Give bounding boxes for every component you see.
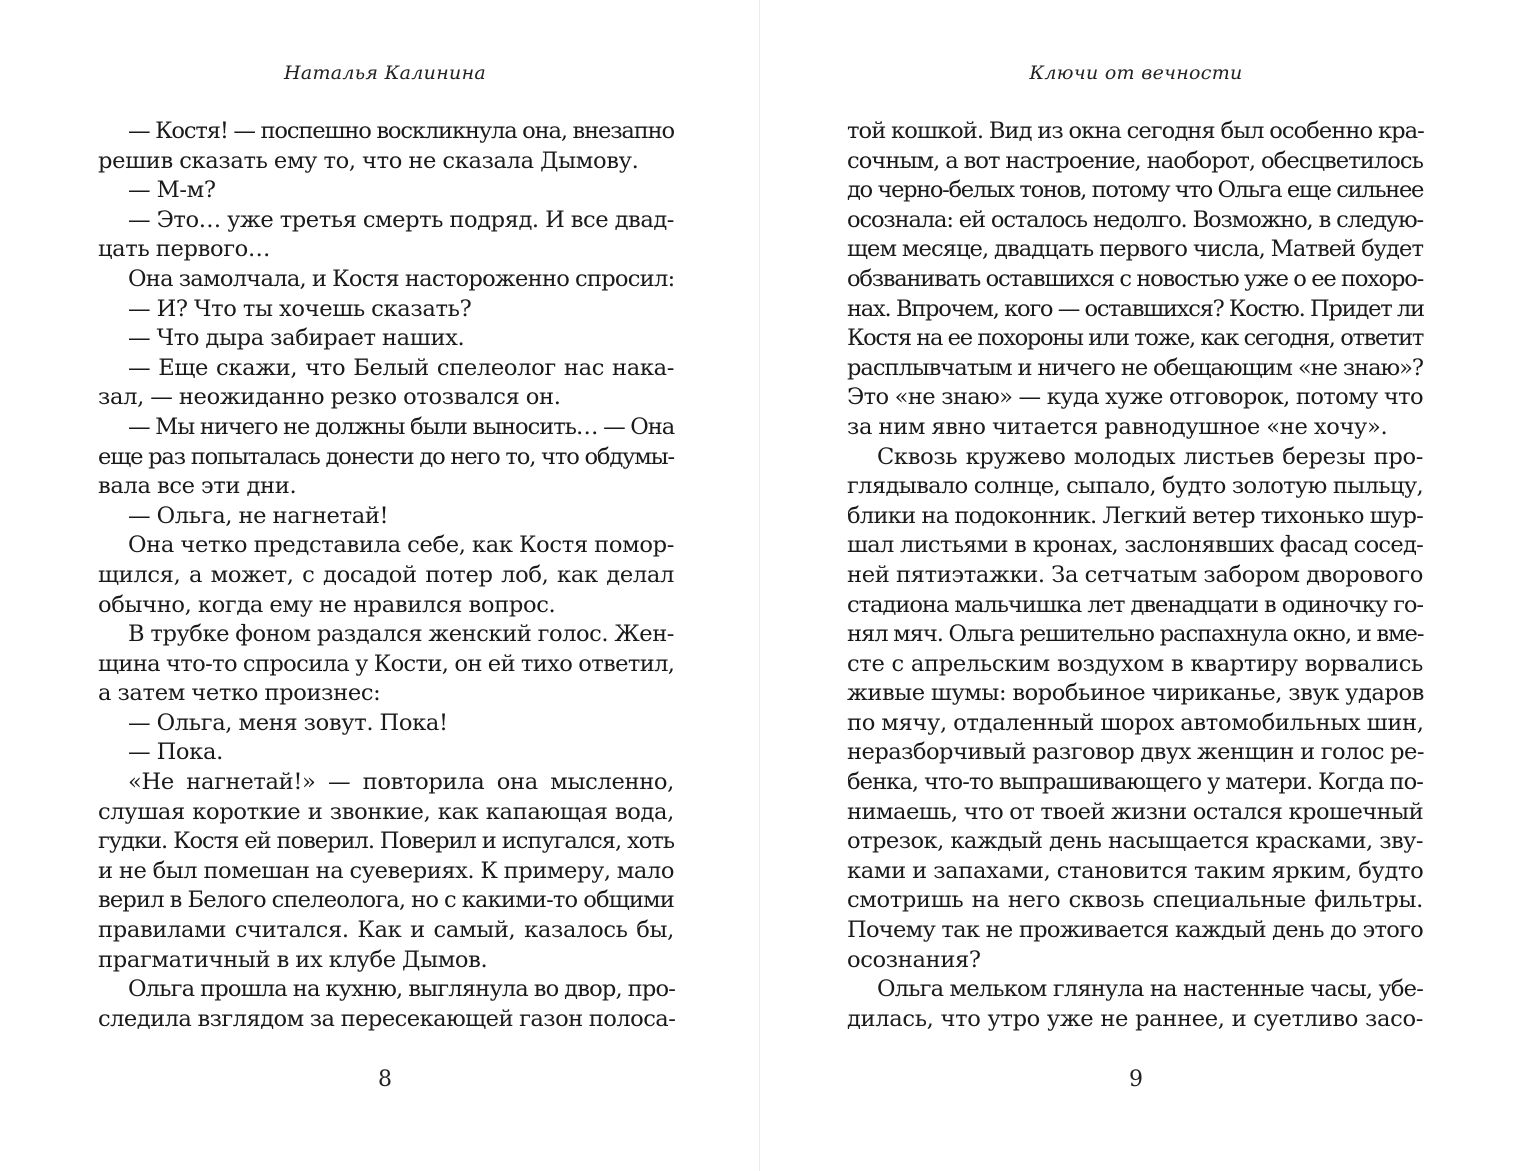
- text-line: вала все эти дни.: [98, 473, 297, 500]
- text-line: шал листьями в кронах, заслонявших фасад сосед-: [847, 532, 1423, 559]
- text-line: — Еще скажи, что Белый спелеолог нас нака-: [128, 354, 674, 381]
- text-line: — Ольга, меня зовут. Пока!: [128, 709, 448, 736]
- text-line: бенка, что-то выпрашивающего у матери. Когда по-: [847, 769, 1423, 796]
- text-line: Сквозь кружево молодых листьев березы про-: [877, 443, 1423, 470]
- text-line: за ним явно читается равнодушное «не хочу».: [847, 413, 1388, 440]
- text-line: отрезок, каждый день насыщается красками, зву-: [847, 828, 1423, 855]
- text-line: Она четко представила себе, как Костя помор-: [128, 532, 674, 559]
- text-line: слушая короткие и звонкие, как капающая вода,: [98, 798, 674, 825]
- text-line: Ольга прошла на кухню, выглянула во двор, про-: [128, 976, 675, 1003]
- text-line: Она замолчала, и Костя настороженно спросил:: [128, 265, 675, 292]
- right-page-body-text: [847, 117, 1423, 1034]
- text-line: блики на подоконник. Легкий ветер тихонько шур-: [847, 502, 1424, 529]
- text-line: «Не нагнетай!» — повторила она мысленно,: [128, 769, 674, 796]
- text-line: — Пока.: [128, 739, 223, 766]
- text-line: стадиона мальчишка лет двенадцати в одиночку го-: [847, 591, 1423, 618]
- text-line: осознания?: [847, 946, 981, 973]
- text-line: и не был помешан на суевериях. К примеру, мало: [98, 857, 674, 884]
- text-line: — Мы ничего не должны были выносить… — Она: [128, 413, 675, 440]
- text-line: — Ольга, не нагнетай!: [128, 502, 389, 529]
- running-head-title: Ключи от вечности: [1029, 62, 1243, 84]
- text-line: Ольга мельком глянула на настенные часы, убе-: [877, 976, 1423, 1003]
- text-line: Костя на ее похороны или тоже, как сегодня, ответит: [847, 325, 1423, 352]
- text-line: прагматичный в их клубе Дымов.: [98, 946, 488, 973]
- text-line: — М-м?: [128, 177, 216, 204]
- text-line: щился, а может, с досадой потер лоб, как делал: [98, 561, 674, 588]
- text-line: неразборчивый разговор двух женщин и голос ре-: [847, 739, 1424, 766]
- text-line: расплывчатым и ничего не обещающим «не знаю»?: [847, 354, 1423, 381]
- right-page: [768, 0, 1536, 1171]
- text-line: той кошкой. Вид из окна сегодня был особенно кра-: [847, 118, 1424, 144]
- text-line: по мячу, отдаленный шорох автомобильных шин,: [847, 709, 1424, 736]
- text-line: — Что дыра забирает наших.: [128, 325, 465, 352]
- text-line: а затем четко произнес:: [98, 680, 381, 707]
- text-line: цать первого…: [98, 236, 271, 263]
- text-line: щем месяце, двадцать первого числа, Матвей будет: [847, 236, 1423, 263]
- text-line: Это «не знаю» — куда хуже отговорок, потому что: [847, 384, 1423, 411]
- text-line: — Костя! — поспешно воскликнула она, внезапно: [128, 118, 674, 144]
- text-line: зал, — неожиданно резко отозвался он.: [98, 384, 561, 411]
- text-line: — Это… уже третья смерть подряд. И все двад-: [128, 206, 674, 233]
- text-line: правилами считался. Как и самый, казалось бы,: [98, 917, 674, 944]
- text-line: — И? Что ты хочешь сказать?: [128, 295, 472, 322]
- text-line: сте с апрельским воздухом в квартиру ворвались: [847, 650, 1423, 677]
- text-line: нах. Впрочем, кого — оставшихся? Костю. Придет ли: [847, 295, 1424, 322]
- page-number-right: 9: [1129, 1067, 1143, 1092]
- text-line: еще раз попыталась донести до него то, что обдумы-: [98, 443, 674, 470]
- text-line: решив сказать ему то, что не сказала Дымову.: [98, 147, 639, 174]
- text-line: Почему так не проживается каждый день до этого: [847, 917, 1423, 944]
- text-line: щина что-то спросила у Кости, он ей тихо ответил,: [98, 650, 675, 677]
- left-page-body-text: [98, 117, 674, 1034]
- text-line: дилась, что утро уже не раннее, и суетливо засо-: [847, 1005, 1423, 1032]
- text-line: обзванивать оставшихся с новостью уже о ее похоро-: [847, 265, 1423, 292]
- text-line: осознала: ей осталось недолго. Возможно, в следую-: [847, 206, 1423, 233]
- book-gutter: [759, 0, 760, 1171]
- text-line: сочным, а вот настроение, наоборот, обесцветилось: [847, 147, 1423, 174]
- text-line: глядывало солнце, сыпало, будто золотую пыльцу,: [847, 473, 1423, 500]
- page-number-left: 8: [378, 1067, 392, 1092]
- text-line: ками и запахами, становится таким ярким, будто: [847, 857, 1424, 884]
- text-line: смотришь на него сквозь специальные фильтры.: [847, 887, 1423, 914]
- text-line: живые шумы: воробьиное чириканье, звук ударов: [847, 680, 1424, 707]
- text-line: гудки. Костя ей поверил. Поверил и испугался, хоть: [98, 828, 674, 855]
- text-line: нял мяч. Ольга решительно распахнула окно, и вме-: [847, 621, 1424, 648]
- text-line: В трубке фоном раздался женский голос. Жен-: [128, 621, 674, 648]
- text-line: до черно-белых тонов, потому что Ольга еще сильнее: [847, 177, 1423, 204]
- text-line: нимаешь, что от твоей жизни остался крошечный: [847, 798, 1424, 825]
- text-line: обычно, когда ему не нравился вопрос.: [98, 591, 556, 618]
- text-line: ней пятиэтажки. За сетчатым забором дворового: [847, 561, 1423, 588]
- text-line: верил в Белого спелеолога, но с какими-то общими: [98, 887, 674, 914]
- running-head-author: Наталья Калинина: [283, 62, 487, 84]
- text-line: следила взглядом за пересекающей газон полоса-: [98, 1005, 676, 1032]
